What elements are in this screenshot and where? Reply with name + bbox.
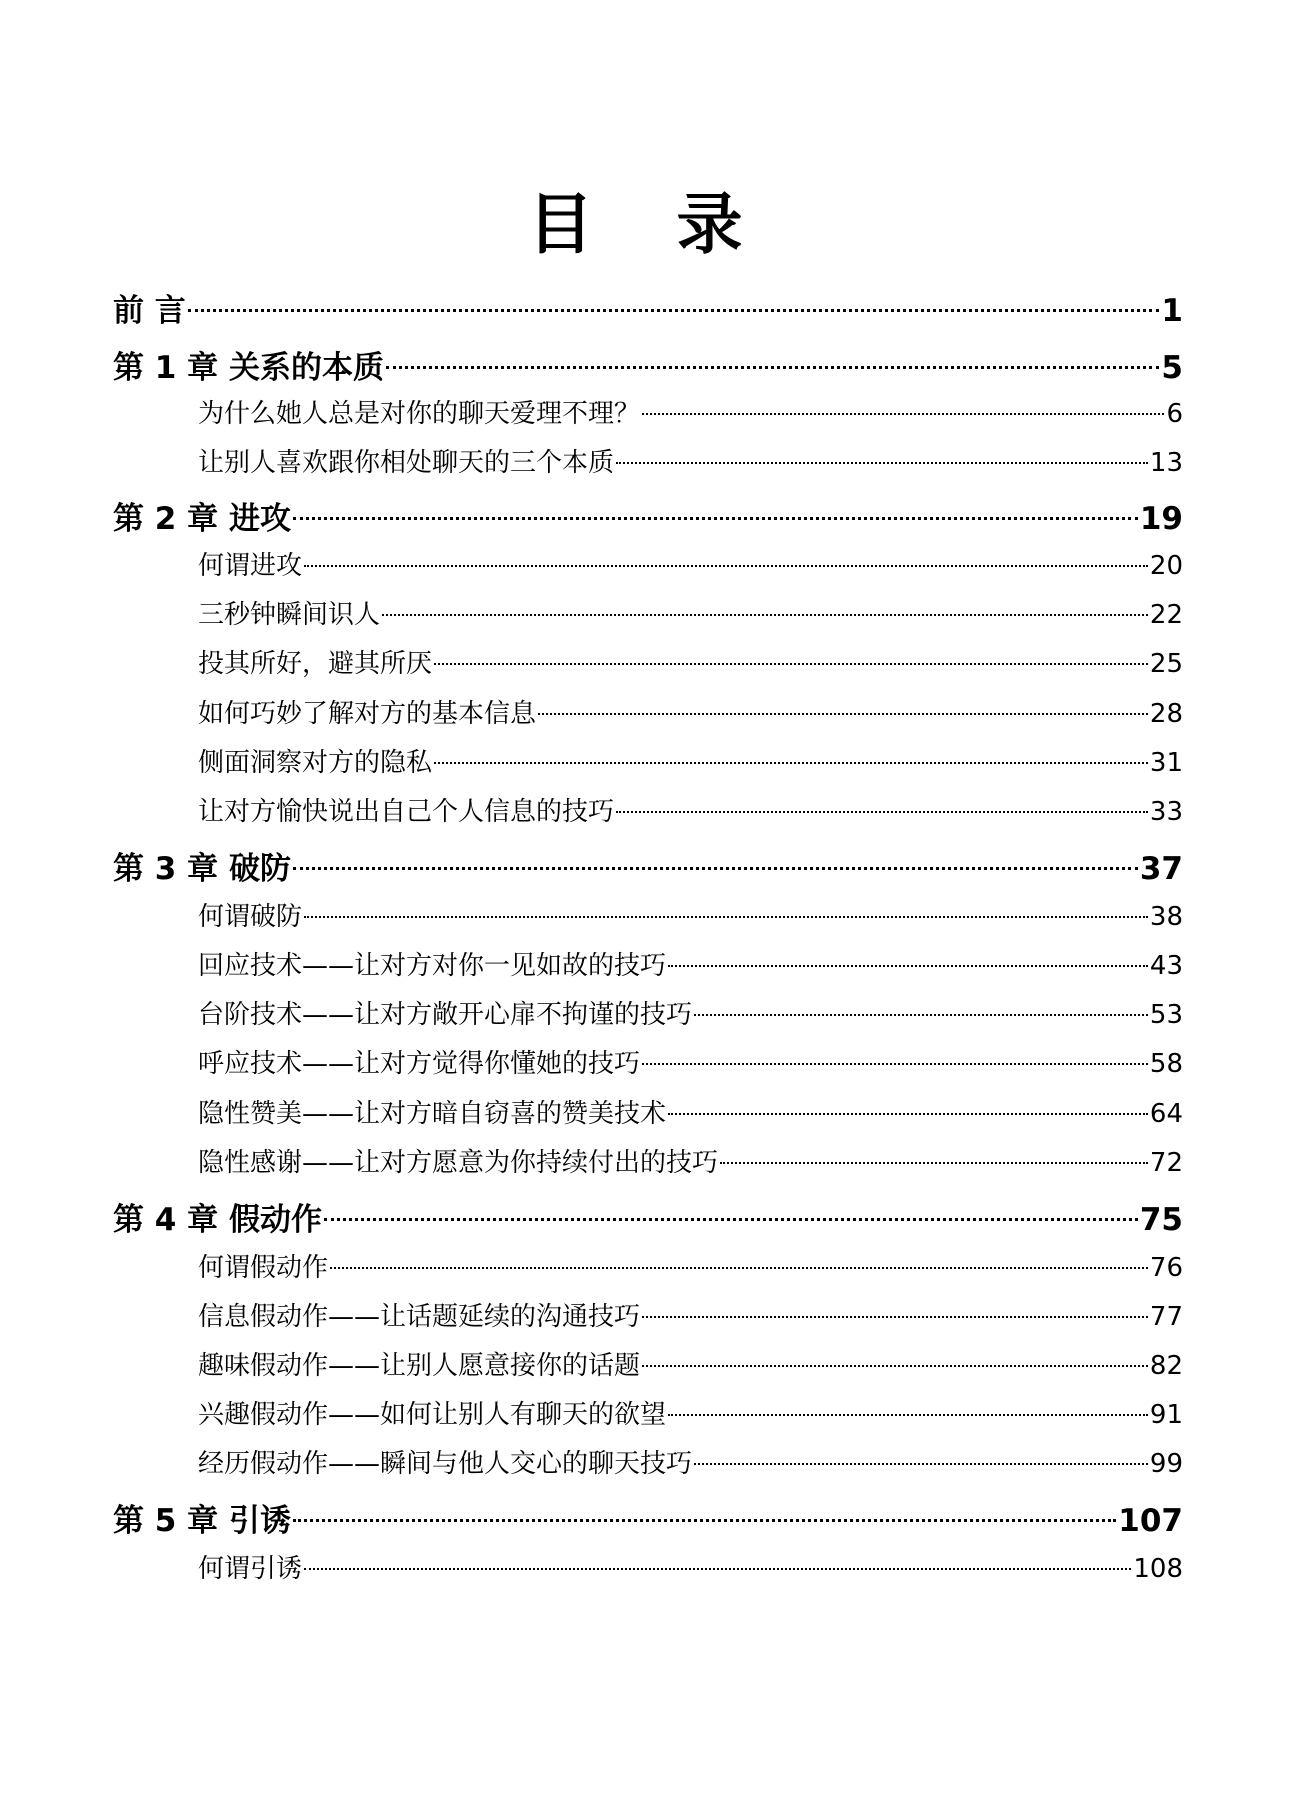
toc-entry-label: 前 言 bbox=[113, 293, 186, 329]
toc-section[interactable] bbox=[198, 791, 1183, 828]
toc-entry-label: 第 1 章 关系的本质 bbox=[113, 350, 384, 386]
toc-entry-label: 何谓破防 bbox=[198, 902, 303, 932]
toc-section[interactable] bbox=[198, 896, 1183, 933]
toc-entry-label: 三秒钟瞬间识人 bbox=[198, 600, 381, 630]
toc-entry-page: 5 bbox=[1161, 350, 1183, 386]
dot-leader bbox=[616, 811, 1148, 813]
dot-leader bbox=[324, 1218, 1138, 1221]
toc-section[interactable] bbox=[198, 994, 1183, 1031]
dot-leader bbox=[293, 867, 1138, 870]
toc-section[interactable] bbox=[198, 1394, 1183, 1431]
dot-leader bbox=[434, 663, 1148, 665]
dot-leader bbox=[668, 1414, 1148, 1416]
toc-entry-page: 33 bbox=[1149, 797, 1183, 827]
toc-entry-label: 第 2 章 进攻 bbox=[113, 501, 291, 537]
toc-entry-label: 第 3 章 破防 bbox=[113, 851, 291, 887]
dot-leader bbox=[304, 916, 1148, 918]
dot-leader bbox=[304, 1568, 1131, 1570]
toc-entry-label: 趣味假动作——让别人愿意接你的话题 bbox=[198, 1351, 641, 1381]
dot-leader bbox=[304, 565, 1148, 567]
toc-section[interactable] bbox=[198, 594, 1183, 631]
toc-entry-page: 19 bbox=[1139, 501, 1183, 537]
toc-entry-label: 回应技术——让对方对你一见如故的技巧 bbox=[198, 951, 667, 981]
toc-entry-page: 64 bbox=[1149, 1099, 1183, 1129]
toc-entry-page: 77 bbox=[1149, 1302, 1183, 1332]
toc-entry-page: 91 bbox=[1149, 1400, 1183, 1430]
toc-entry-label: 经历假动作——瞬间与他人交心的聊天技巧 bbox=[198, 1449, 693, 1479]
page-title: 目 录 bbox=[527, 186, 773, 263]
toc-entry-label: 隐性感谢——让对方愿意为你持续付出的技巧 bbox=[198, 1148, 719, 1178]
toc-entry-label: 何谓假动作 bbox=[198, 1253, 329, 1283]
dot-leader bbox=[642, 413, 1164, 415]
toc-section[interactable] bbox=[198, 1142, 1183, 1179]
toc-section[interactable] bbox=[198, 693, 1183, 730]
toc-section[interactable] bbox=[198, 442, 1183, 479]
toc-section[interactable] bbox=[198, 1548, 1183, 1585]
toc-entry-label: 投其所好，避其所厌 bbox=[198, 649, 433, 679]
dot-leader bbox=[668, 965, 1148, 967]
toc-entry-page: 31 bbox=[1149, 748, 1183, 778]
toc-entry-page: 99 bbox=[1149, 1449, 1183, 1479]
toc-entry-page: 38 bbox=[1149, 902, 1183, 932]
toc-entry-label: 侧面洞察对方的隐私 bbox=[198, 748, 433, 778]
dot-leader bbox=[386, 366, 1159, 369]
toc-entry-label: 何谓引诱 bbox=[198, 1554, 303, 1584]
toc-section[interactable] bbox=[198, 945, 1183, 982]
toc-section[interactable] bbox=[198, 1093, 1183, 1130]
dot-leader bbox=[642, 1316, 1148, 1318]
toc-entry-label: 为什么她人总是对你的聊天爱理不理？ bbox=[198, 399, 641, 429]
toc-entry-page: 6 bbox=[1166, 399, 1183, 429]
toc-chapter-5[interactable] bbox=[113, 1495, 1183, 1540]
toc-section[interactable] bbox=[198, 393, 1183, 430]
dot-leader bbox=[642, 1365, 1148, 1367]
toc-entry-page: 43 bbox=[1149, 951, 1183, 981]
toc-entry-page: 82 bbox=[1149, 1351, 1183, 1381]
toc-section[interactable] bbox=[198, 1043, 1183, 1080]
toc-entry-page: 1 bbox=[1161, 293, 1183, 329]
dot-leader bbox=[642, 1063, 1148, 1065]
toc-entry-label: 让对方愉快说出自己个人信息的技巧 bbox=[198, 797, 615, 827]
toc-section[interactable] bbox=[198, 1443, 1183, 1480]
toc-entry-page: 72 bbox=[1149, 1148, 1183, 1178]
toc-entry-label: 信息假动作——让话题延续的沟通技巧 bbox=[198, 1302, 641, 1332]
toc-entry-page: 22 bbox=[1149, 600, 1183, 630]
dot-leader bbox=[538, 713, 1148, 715]
toc-section[interactable] bbox=[198, 1247, 1183, 1284]
toc-entry-label: 第 5 章 引诱 bbox=[113, 1503, 291, 1539]
toc-entry-page: 25 bbox=[1149, 649, 1183, 679]
toc-entry-label: 隐性赞美——让对方暗自窃喜的赞美技术 bbox=[198, 1099, 667, 1129]
toc-entry-page: 13 bbox=[1149, 448, 1183, 478]
dot-leader bbox=[694, 1014, 1148, 1016]
toc-chapter-preface[interactable] bbox=[113, 285, 1183, 330]
dot-leader bbox=[720, 1162, 1148, 1164]
toc-entry-label: 呼应技术——让对方觉得你懂她的技巧 bbox=[198, 1049, 641, 1079]
dot-leader bbox=[330, 1267, 1148, 1269]
toc-entry-page: 75 bbox=[1139, 1202, 1183, 1238]
toc-entry-page: 28 bbox=[1149, 699, 1183, 729]
dot-leader bbox=[382, 614, 1148, 616]
toc-entry-page: 108 bbox=[1133, 1554, 1183, 1584]
toc-entry-page: 53 bbox=[1149, 1000, 1183, 1030]
toc-entry-label: 兴趣假动作——如何让别人有聊天的欲望 bbox=[198, 1400, 667, 1430]
toc-section[interactable] bbox=[198, 742, 1183, 779]
toc-chapter-1[interactable] bbox=[113, 342, 1183, 387]
toc-entry-label: 如何巧妙了解对方的基本信息 bbox=[198, 699, 537, 729]
toc-section[interactable] bbox=[198, 545, 1183, 582]
dot-leader bbox=[694, 1463, 1148, 1465]
toc-chapter-2[interactable] bbox=[113, 493, 1183, 538]
dot-leader bbox=[293, 1519, 1116, 1522]
toc-entry-page: 58 bbox=[1149, 1049, 1183, 1079]
toc-chapter-4[interactable] bbox=[113, 1194, 1183, 1239]
toc-entry-label: 让别人喜欢跟你相处聊天的三个本质 bbox=[198, 448, 615, 478]
toc-chapter-3[interactable] bbox=[113, 843, 1183, 888]
toc-entry-label: 何谓进攻 bbox=[198, 551, 303, 581]
dot-leader bbox=[434, 762, 1148, 764]
dot-leader bbox=[188, 309, 1160, 312]
toc-entry-label: 第 4 章 假动作 bbox=[113, 1202, 322, 1238]
toc-entry-page: 37 bbox=[1139, 851, 1183, 887]
toc-entry-label: 台阶技术——让对方敞开心扉不拘谨的技巧 bbox=[198, 1000, 693, 1030]
dot-leader bbox=[668, 1113, 1148, 1115]
dot-leader bbox=[616, 462, 1148, 464]
toc-entry-page: 107 bbox=[1118, 1503, 1183, 1539]
toc-section[interactable] bbox=[198, 643, 1183, 680]
toc-section[interactable] bbox=[198, 1345, 1183, 1382]
toc-entry-page: 20 bbox=[1149, 551, 1183, 581]
toc-section[interactable] bbox=[198, 1296, 1183, 1333]
dot-leader bbox=[293, 517, 1138, 520]
toc-entry-page: 76 bbox=[1149, 1253, 1183, 1283]
